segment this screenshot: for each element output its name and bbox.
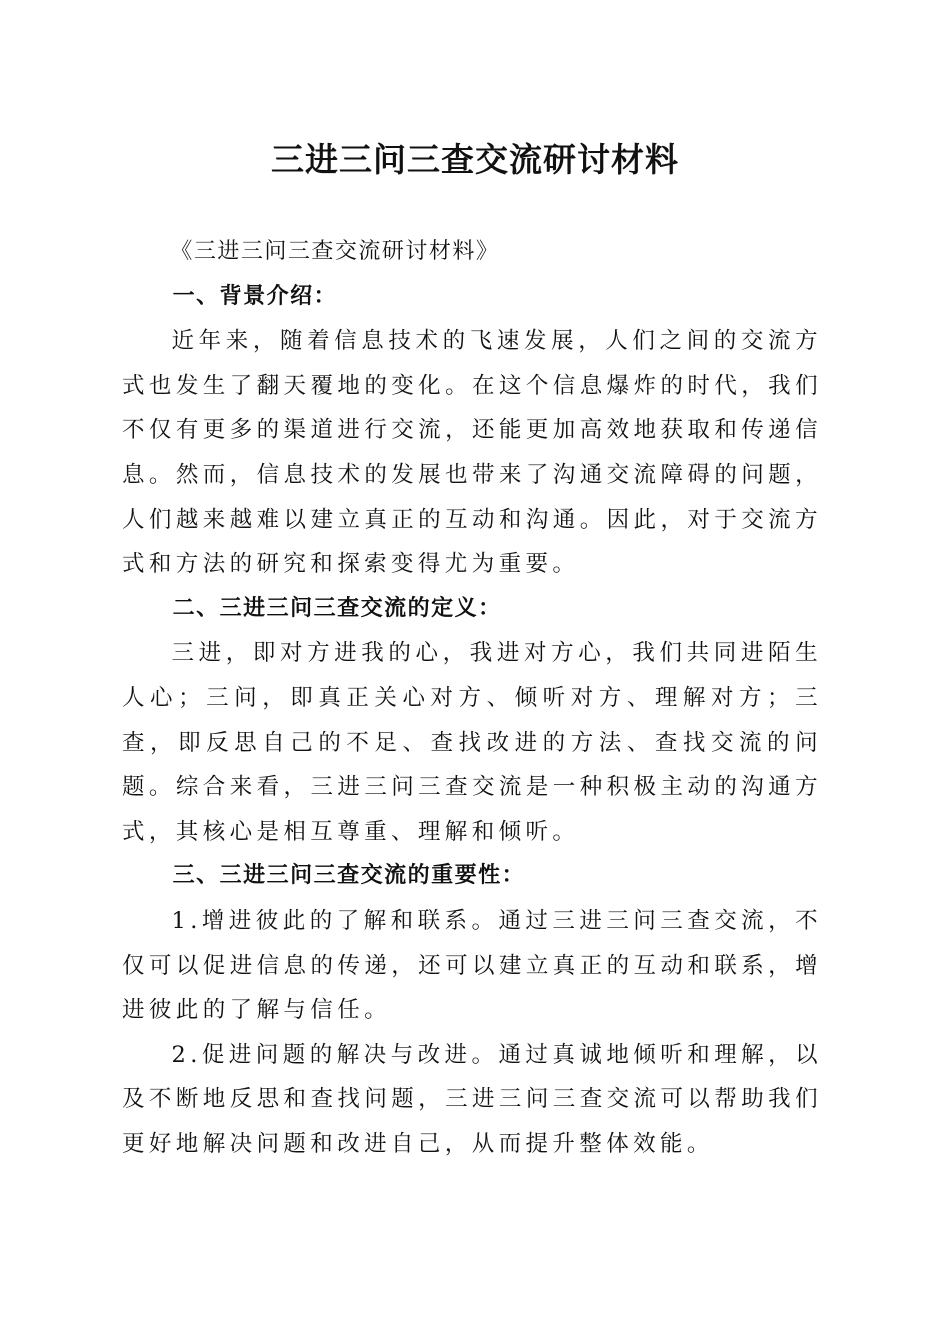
section-heading-definition: 二、三进三问三查交流的定义： — [172, 595, 502, 621]
paragraph-importance-2: 2.促进问题的解决与改进。通过真诚地倾听和理解，以及不断地反思和查找问题，三进三问三查交流可以帮助我们更好地解决问题和改进自己，从而提升整体效能。 — [122, 1041, 822, 1157]
section-heading-importance: 三、三进三问三查交流的重要性： — [172, 863, 526, 889]
document-subtitle: 《三进三问三查交流研讨材料》 — [170, 239, 500, 264]
document-body — [122, 230, 822, 1166]
paragraph-importance-1: 1.增进彼此的了解和联系。通过三进三问三查交流，不仅可以促进信息的传递，还可以建立真正的互动和联系，增进彼此的了解与信任。 — [122, 907, 822, 1024]
paragraph-definition: 三进，即对方进我的心，我进对方心，我们共同进陌生人心；三问，即真正关心对方、倾听对方、理解对方；三查，即反思自己的不足、查找改进的方法、查找交流的问题。综合来看，三进三问三查交流是一种积极主动的沟通方式，其核心是相互尊重、理解和倾听。 — [122, 640, 822, 845]
section-heading-background: 一、背景介绍： — [172, 283, 338, 309]
document-title: 三进三问三查交流研讨材料 — [271, 140, 679, 179]
paragraph-background: 近年来，随着信息技术的飞速发展，人们之间的交流方式也发生了翻天覆地的变化。在这个信息爆炸的时代，我们不仅有更多的渠道进行交流，还能更加高效地获取和传递信息。然而，信息技术的发展也带来了沟通交流障碍的问题，人们越来越难以建立真正的互动和沟通。因此，对于交流方式和方法的研究和探索变得尤为重要。 — [122, 328, 822, 578]
